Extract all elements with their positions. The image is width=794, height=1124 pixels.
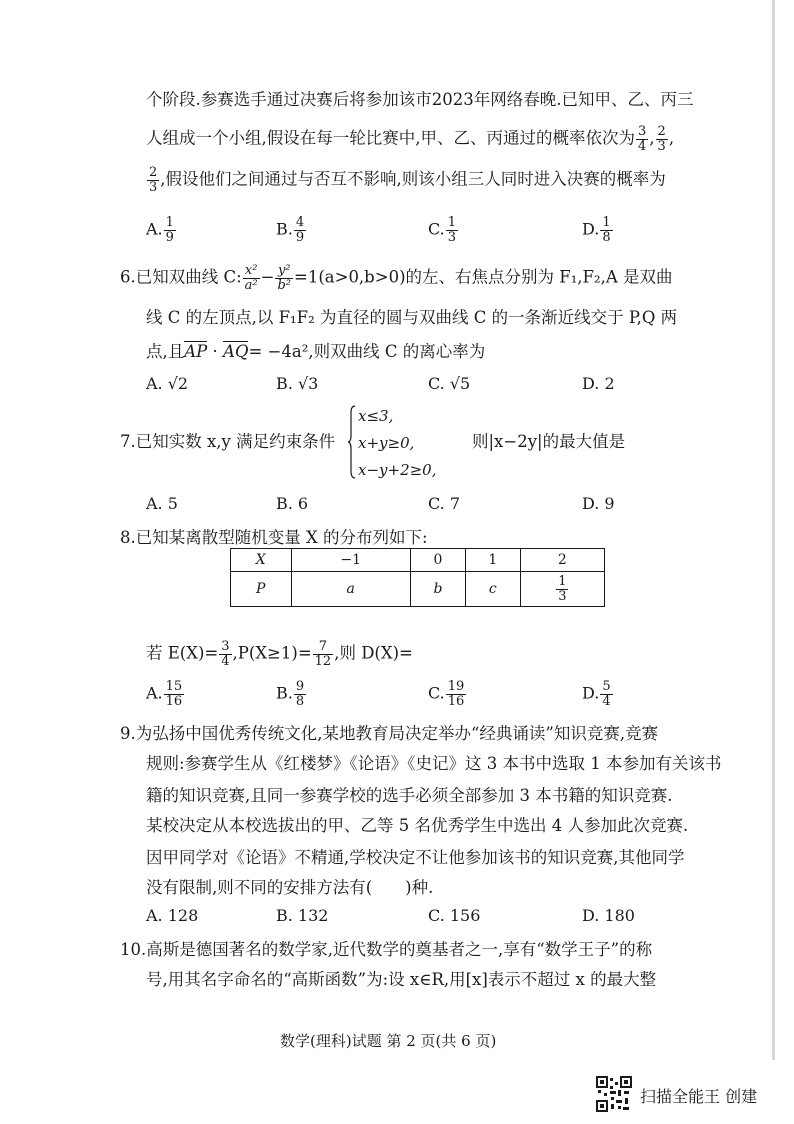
fraction: $\frac{2}{3}$: [149, 165, 158, 195]
q9-line-6: 没有限制,则不同的安排方法有( )种.: [146, 878, 434, 897]
scanner-brand-label: 扫描全能王 创建: [640, 1087, 758, 1106]
table-cell: P: [231, 572, 292, 607]
page-edge: [772, 0, 775, 1060]
q8-option-c: C. $\frac{19}{16}$: [428, 679, 465, 709]
q7-option-a: A. 5: [146, 494, 178, 513]
q9-line-3: 籍的知识竞赛,且同一参赛学校的选手必须全部参加 3 本书籍的知识竞赛.: [146, 786, 673, 805]
vector-ap: AP: [184, 342, 208, 361]
q7-option-d: D. 9: [582, 494, 615, 513]
q5-line-1: 个阶段.参赛选手通过决赛后将参加该市2023年网络春晚.已知甲、乙、丙三: [146, 90, 694, 109]
constraint-3: x−y+2≥0,: [358, 461, 437, 479]
q5-option-b: B. $\frac{4}{9}$: [276, 215, 305, 245]
table-cell: a: [291, 572, 410, 607]
q7-option-c: C. 7: [428, 494, 461, 513]
fraction: $\frac{\text{y²}}{\text{b²}}$: [277, 263, 292, 293]
table-row: [231, 549, 605, 572]
q7-suffix: 则|x−2y|的最大值是: [472, 432, 626, 451]
fraction: $\frac{\text{x²}}{\text{a²}}$: [244, 263, 258, 293]
q8-option-b: B. $\frac{9}{8}$: [276, 679, 305, 709]
q8-option-a: A. $\frac{15}{16}$: [146, 679, 183, 709]
q5-option-a: A. $\frac{1}{9}$: [146, 215, 174, 245]
q9-line-5: 因甲同学对《论语》不精通,学校决定不让他参加该书的知识竞赛,其他同学: [146, 848, 685, 867]
table-cell: −1: [291, 549, 410, 572]
q9-line-1: 9.为弘扬中国优秀传统文化,某地教育局决定举办“经典诵读”知识竞赛,竞赛: [120, 724, 659, 743]
q9-option-a: A. 128: [146, 906, 199, 925]
fraction: $\frac{2}{3}$: [657, 124, 666, 154]
table-cell: 0: [410, 549, 465, 572]
table-cell: 1: [465, 549, 520, 572]
q9-option-c: C. 156: [428, 906, 481, 925]
table-cell: $\frac{1}{3}$: [520, 572, 604, 607]
q9-line-2: 规则:参赛学生从《红楼梦》《论语》《史记》这 3 本书中选取 1 本参加有关该书: [146, 754, 722, 773]
q10-line-2: 号,用其名字命名的“高斯函数”为:设 x∈R,用[x]表示不超过 x 的最大整: [146, 970, 657, 989]
table-cell: b: [410, 572, 465, 607]
q8-line-1: 8.已知某离散型随机变量 X 的分布列如下:: [120, 528, 428, 547]
q6-line-2: 线 C 的左顶点,以 F₁F₂ 为直径的圆与双曲线 C 的一条渐近线交于 P,Q 两: [146, 308, 678, 327]
q5-line-3: $\frac{2}{3}$ ,假设他们之间通过与否互不影响,则该小组三人同时进入决赛的概率为: [149, 165, 666, 195]
table-cell: c: [465, 572, 520, 607]
q6-option-c: C. √5: [428, 374, 471, 393]
q8-condition: 若 E(X)= $\frac{3}{4}$ ,P(X≥1)= $\frac{7}{12}$ ,则 D(X)=: [146, 639, 413, 669]
distribution-table: [230, 548, 605, 607]
constraint-2: x+y≥0,: [358, 434, 415, 452]
table-cell: 2: [520, 549, 604, 572]
q7-prefix: 7.已知实数 x,y 满足约束条件: [120, 432, 336, 451]
q6-option-a: A. √2: [146, 374, 189, 393]
vector-aq: AQ: [223, 342, 249, 361]
q10-line-1: 10.高斯是德国著名的数学家,近代数学的奠基者之一,享有“数学王子”的称: [120, 940, 653, 959]
left-brace-icon: [348, 405, 356, 479]
constraint-1: x≤3,: [358, 407, 394, 425]
q8-option-d: D. $\frac{5}{4}$: [582, 679, 611, 709]
page-footer: 数学(理科)试题 第 2 页(共 6 页): [280, 1032, 497, 1050]
qr-code-icon: [596, 1076, 632, 1112]
q6-option-b: B. √3: [276, 374, 319, 393]
q6-line-1: 6.已知双曲线 C: $\frac{\text{x²}}{\text{a²}}$ − $\frac{\text{y²}}{\text{b²}}$ =1(a>0,b>0)的左、右焦点分别为 F₁,F₂,A 是双曲: [120, 263, 673, 293]
table-cell: X: [231, 549, 292, 572]
table-row: [231, 572, 605, 607]
q6-option-d: D. 2: [582, 374, 615, 393]
q5-line-2: 人组成一个小组,假设在每一轮比赛中,甲、乙、丙通过的概率依次为 $\frac{3}{4}$ , $\frac{2}{3}$ ,: [146, 124, 675, 154]
fraction: $\frac{3}{4}$: [638, 124, 647, 154]
q5-option-c: C. $\frac{1}{3}$: [428, 215, 457, 245]
q7-option-b: B. 6: [276, 494, 309, 513]
q6-line-3: 点,且AP · AQ= −4a²,则双曲线 C 的离心率为: [146, 342, 486, 361]
q9-line-4: 某校决定从本校选拔出的甲、乙等 5 名优秀学生中选出 4 人参加此次竞赛.: [146, 816, 689, 835]
q9-option-b: B. 132: [276, 906, 329, 925]
q5-option-d: D. $\frac{1}{8}$: [582, 215, 611, 245]
q9-option-d: D. 180: [582, 906, 635, 925]
